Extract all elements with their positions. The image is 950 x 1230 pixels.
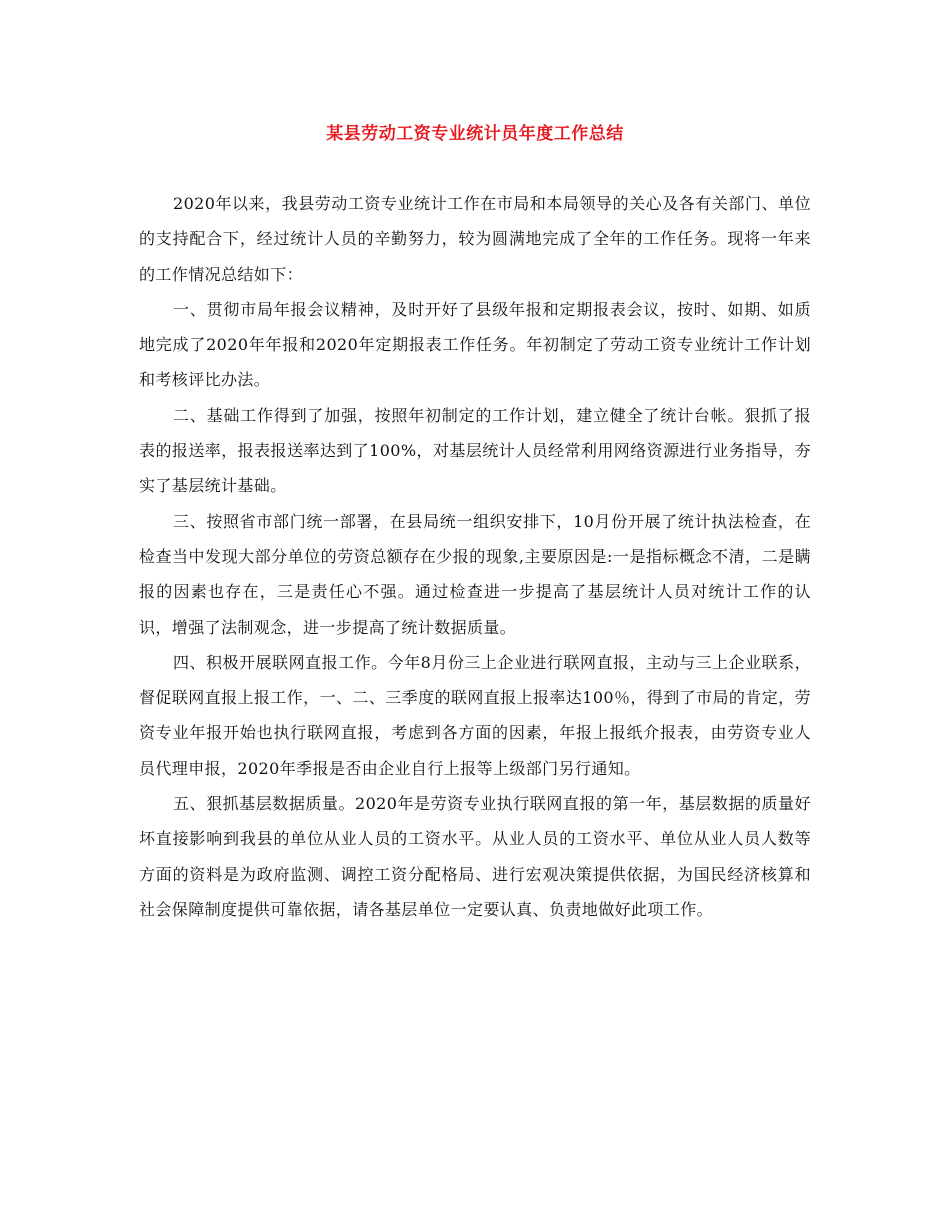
paragraph-section-1: 一、贯彻市局年报会议精神，及时开好了县级年报和定期报表会议，按时、如期、如质地完成了2020年年报和2020年定期报表工作任务。年初制定了劳动工资专业统计工作计划和考核评比办法。 [139, 299, 811, 390]
paragraph-section-4: 四、积极开展联网直报工作。今年8月份三上企业进行联网直报，主动与三上企业联系，督促联网直报上报工作，一、二、三季度的联网直报上报率达100％，得到了市局的肯定，劳资专业年报开始也执行联网直报，考虑到各方面的因素，年报上报纸介报表，由劳资专业人员代理申报，2020年季报是否由企业自行上报等上级部门另行通知。 [139, 652, 811, 778]
paragraph-section-3: 三、按照省市部门统一部署，在县局统一组织安排下，10月份开展了统计执法检查，在检查当中发现大部分单位的劳资总额存在少报的现象,主要原因是:一是指标概念不清，二是瞒报的因素也存在，三是责任心不强。通过检查进一步提高了基层统计人员对统计工作的认识，增强了法制观念，进一步提高了统计数据质量。 [139, 511, 811, 637]
document-title: 某县劳动工资专业统计员年度工作总结 [326, 124, 624, 144]
paragraph-intro: 2020年以来，我县劳动工资专业统计工作在市局和本局领导的关心及各有关部门、单位的支持配合下，经过统计人员的辛勤努力，较为圆满地完成了全年的工作任务。现将一年来的工作情况总结如下： [139, 194, 811, 284]
paragraph-section-2: 二、基础工作得到了加强，按照年初制定的工作计划，建立健全了统计台帐。狠抓了报表的报送率，报表报送率达到了100%，对基层统计人员经常利用网络资源进行业务指导，夯实了基层统计基础。 [139, 405, 811, 496]
document-body [139, 186, 811, 927]
paragraph-section-5: 五、狠抓基层数据质量。2020年是劳资专业执行联网直报的第一年，基层数据的质量好坏直接影响到我县的单位从业人员的工资水平。从业人员的工资水平、单位从业人员人数等方面的资料是为政府监测、调控工资分配格局、进行宏观决策提供依据，为国民经济核算和社会保障制度提供可靠依据，请各基层单位一定要认真、负责地做好此项工作。 [139, 794, 811, 919]
